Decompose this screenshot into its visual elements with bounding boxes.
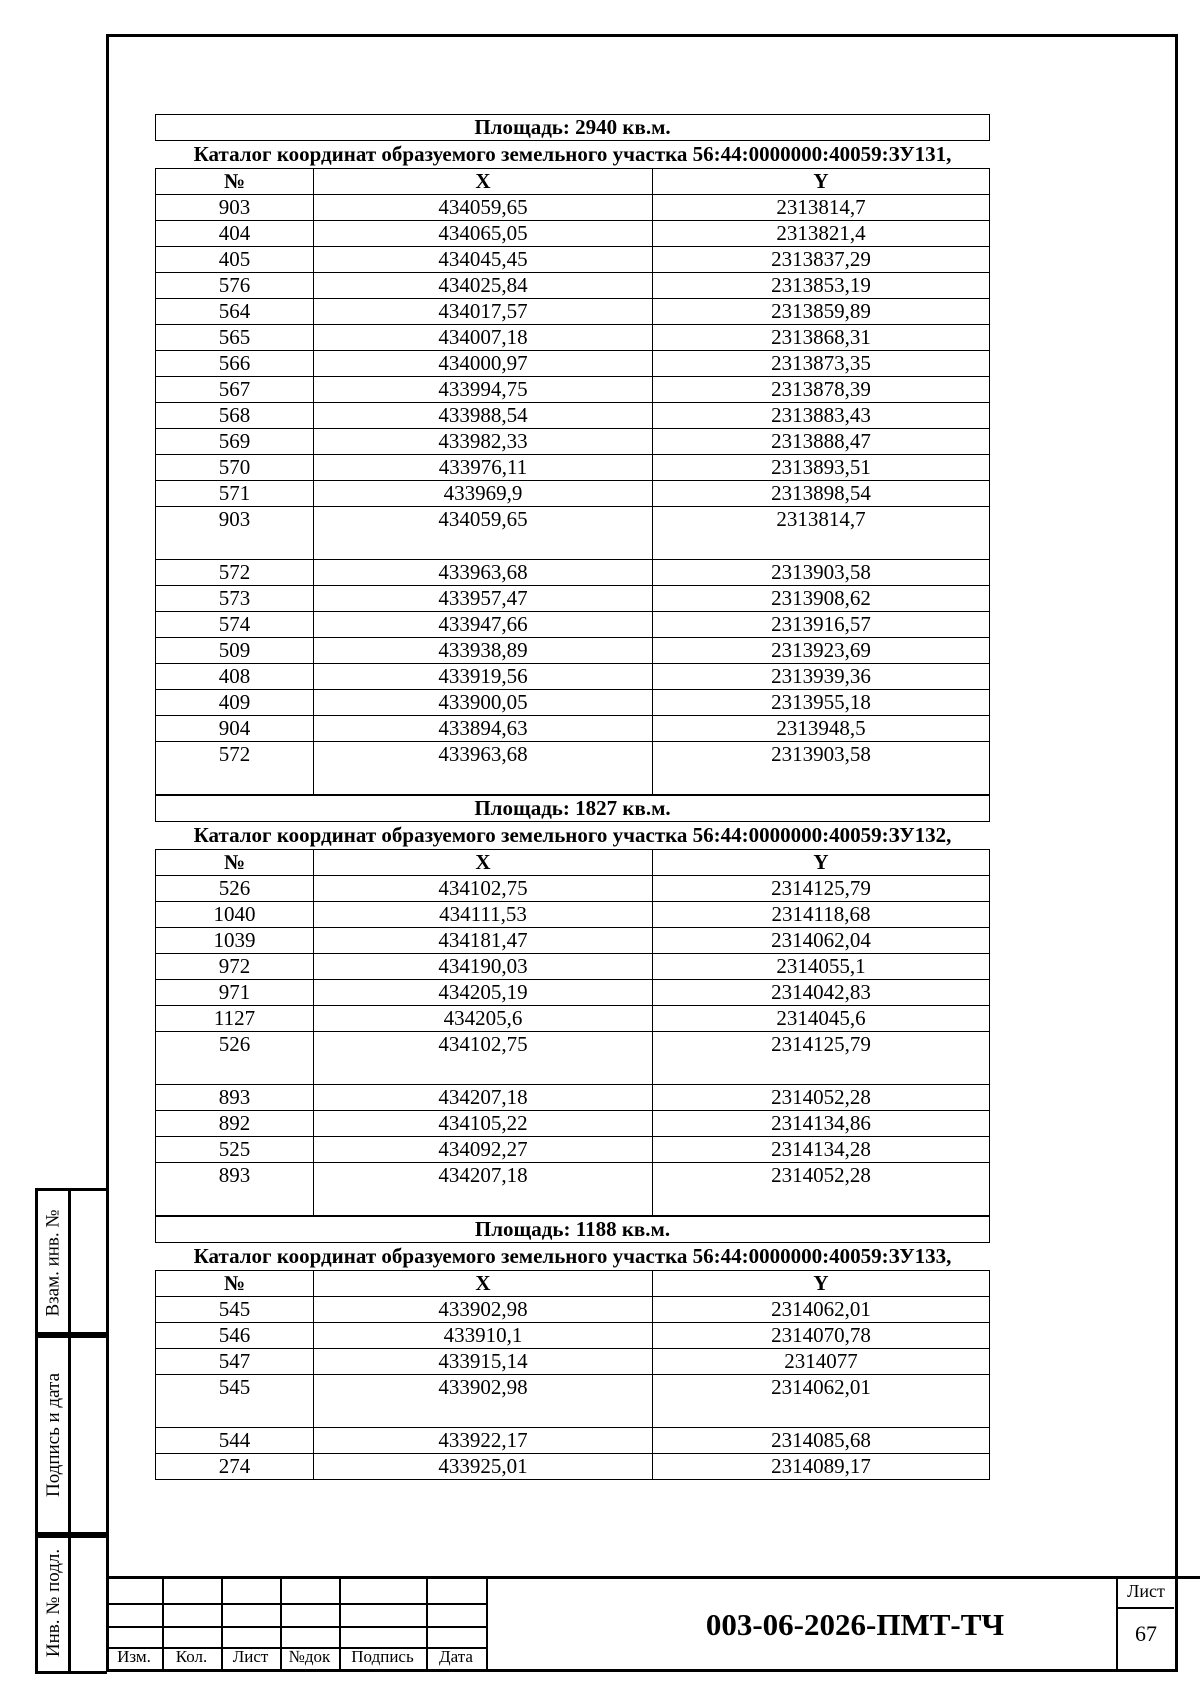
point-number-cell: 971: [156, 980, 314, 1006]
x-coordinate-cell: 433922,17: [314, 1428, 653, 1454]
point-number-cell: 568: [156, 403, 314, 429]
y-coordinate-cell: 2313923,69: [653, 638, 990, 664]
point-number-cell: 545: [156, 1297, 314, 1323]
x-coordinate-cell: 433894,63: [314, 716, 653, 742]
x-coordinate-cell: 434190,03: [314, 954, 653, 980]
x-coordinate-cell: 433900,05: [314, 690, 653, 716]
table-row: [156, 638, 990, 664]
point-number-cell: 972: [156, 954, 314, 980]
table-row: [156, 560, 990, 586]
y-coordinate-cell: 2313898,54: [653, 481, 990, 507]
table-row: [156, 507, 990, 560]
column-header: №: [156, 169, 314, 195]
y-coordinate-cell: 2313853,19: [653, 273, 990, 299]
point-number-cell: 566: [156, 351, 314, 377]
point-number-cell: 544: [156, 1428, 314, 1454]
table-row: [156, 273, 990, 299]
stamp-label-data: Дата: [439, 1647, 473, 1666]
point-number-cell: 567: [156, 377, 314, 403]
side-box-podpis: [35, 1332, 107, 1538]
x-coordinate-cell: 433919,56: [314, 664, 653, 690]
coordinate-table: [155, 1270, 990, 1480]
x-coordinate-cell: 433963,68: [314, 742, 653, 795]
y-coordinate-cell: 2314125,79: [653, 876, 990, 902]
x-coordinate-cell: 433957,47: [314, 586, 653, 612]
stamp-label-izm: Изм.: [117, 1647, 151, 1666]
stamp-label-kol: Кол.: [175, 1647, 208, 1666]
y-coordinate-cell: 2314089,17: [653, 1454, 990, 1480]
x-coordinate-cell: 434205,6: [314, 1006, 653, 1032]
x-coordinate-cell: 434205,19: [314, 980, 653, 1006]
area-label: Площадь: 2940 кв.м.: [155, 114, 990, 141]
y-coordinate-cell: 2314042,83: [653, 980, 990, 1006]
table-row: [156, 1323, 990, 1349]
y-coordinate-cell: 2313955,18: [653, 690, 990, 716]
table-row: [156, 1137, 990, 1163]
y-coordinate-cell: 2313948,5: [653, 716, 990, 742]
point-number-cell: 525: [156, 1137, 314, 1163]
point-number-cell: 408: [156, 664, 314, 690]
x-coordinate-cell: 434181,47: [314, 928, 653, 954]
table-row: [156, 980, 990, 1006]
point-number-cell: 405: [156, 247, 314, 273]
table-row: [156, 221, 990, 247]
side-box-inv: [35, 1532, 107, 1674]
point-number-cell: 574: [156, 612, 314, 638]
x-coordinate-cell: 433988,54: [314, 403, 653, 429]
x-coordinate-cell: 433947,66: [314, 612, 653, 638]
point-number-cell: 904: [156, 716, 314, 742]
sheet-box: [1116, 1576, 1174, 1671]
column-header: Y: [653, 169, 990, 195]
coordinate-table: [155, 849, 990, 1216]
x-coordinate-cell: 434105,22: [314, 1111, 653, 1137]
y-coordinate-cell: 2313939,36: [653, 664, 990, 690]
column-header: X: [314, 850, 653, 876]
x-coordinate-cell: 434059,65: [314, 195, 653, 221]
table-row: [156, 325, 990, 351]
stamp-label-ndok: №док: [288, 1647, 331, 1666]
point-number-cell: 572: [156, 742, 314, 795]
point-number-cell: 565: [156, 325, 314, 351]
y-coordinate-cell: 2313814,7: [653, 507, 990, 560]
x-coordinate-cell: 434025,84: [314, 273, 653, 299]
point-number-cell: 547: [156, 1349, 314, 1375]
table-row: [156, 716, 990, 742]
point-number-cell: 564: [156, 299, 314, 325]
y-coordinate-cell: 2314062,04: [653, 928, 990, 954]
table-row: [156, 612, 990, 638]
point-number-cell: 572: [156, 560, 314, 586]
x-coordinate-cell: 433902,98: [314, 1297, 653, 1323]
y-coordinate-cell: 2314125,79: [653, 1032, 990, 1085]
table-row: [156, 481, 990, 507]
catalog-title: Каталог координат образуемого земельного участка 56:44:0000000:40059:ЗУ132,: [193, 823, 952, 847]
y-coordinate-cell: 2314052,28: [653, 1163, 990, 1216]
x-coordinate-cell: 434092,27: [314, 1137, 653, 1163]
point-number-cell: 409: [156, 690, 314, 716]
area-label: Площадь: 1827 кв.м.: [155, 795, 990, 822]
side-label-vzam: Взам. инв. №: [43, 1209, 65, 1317]
point-number-cell: 1040: [156, 902, 314, 928]
y-coordinate-cell: 2314134,86: [653, 1111, 990, 1137]
point-number-cell: 526: [156, 876, 314, 902]
x-coordinate-cell: 433910,1: [314, 1323, 653, 1349]
y-coordinate-cell: 2313908,62: [653, 586, 990, 612]
table-row: [156, 1297, 990, 1323]
x-coordinate-cell: 434111,53: [314, 902, 653, 928]
side-box-vzam: [35, 1188, 107, 1338]
point-number-cell: 576: [156, 273, 314, 299]
coordinate-catalog: [155, 114, 990, 1480]
sheet-number: 67: [1135, 1621, 1157, 1646]
table-row: [156, 928, 990, 954]
y-coordinate-cell: 2313859,89: [653, 299, 990, 325]
y-coordinate-cell: 2314055,1: [653, 954, 990, 980]
table-row: [156, 377, 990, 403]
x-coordinate-cell: 434065,05: [314, 221, 653, 247]
y-coordinate-cell: 2314077: [653, 1349, 990, 1375]
x-coordinate-cell: 433976,11: [314, 455, 653, 481]
stamp-label-list: Лист: [232, 1647, 269, 1666]
side-label-podpis: Подпись и дата: [43, 1372, 64, 1498]
point-number-cell: 569: [156, 429, 314, 455]
table-row: [156, 403, 990, 429]
table-row: [156, 455, 990, 481]
point-number-cell: 1127: [156, 1006, 314, 1032]
table-row: [156, 902, 990, 928]
y-coordinate-cell: 2313814,7: [653, 195, 990, 221]
x-coordinate-cell: 433969,9: [314, 481, 653, 507]
table-row: [156, 1375, 990, 1428]
y-coordinate-cell: 2313903,58: [653, 560, 990, 586]
y-coordinate-cell: 2313883,43: [653, 403, 990, 429]
table-row: [156, 351, 990, 377]
x-coordinate-cell: 433963,68: [314, 560, 653, 586]
x-coordinate-cell: 433994,75: [314, 377, 653, 403]
point-number-cell: 509: [156, 638, 314, 664]
y-coordinate-cell: 2314070,78: [653, 1323, 990, 1349]
x-coordinate-cell: 433915,14: [314, 1349, 653, 1375]
column-header: X: [314, 169, 653, 195]
table-row: [156, 664, 990, 690]
table-row: [156, 1085, 990, 1111]
y-coordinate-cell: 2313837,29: [653, 247, 990, 273]
catalog-title: Каталог координат образуемого земельного участка 56:44:0000000:40059:ЗУ133,: [193, 1244, 952, 1268]
y-coordinate-cell: 2313903,58: [653, 742, 990, 795]
side-label-inv: Инв. № подл.: [43, 1548, 65, 1658]
y-coordinate-cell: 2314062,01: [653, 1375, 990, 1428]
table-header-row: [156, 169, 990, 195]
table-row: [156, 429, 990, 455]
point-number-cell: 526: [156, 1032, 314, 1085]
x-coordinate-cell: 433925,01: [314, 1454, 653, 1480]
y-coordinate-cell: 2314062,01: [653, 1297, 990, 1323]
table-row: [156, 1454, 990, 1480]
table-row: [156, 1428, 990, 1454]
table-row: [156, 586, 990, 612]
x-coordinate-cell: 434017,57: [314, 299, 653, 325]
table-row: [156, 1032, 990, 1085]
x-coordinate-cell: 434059,65: [314, 507, 653, 560]
title-block: [106, 1576, 1175, 1668]
point-number-cell: 573: [156, 586, 314, 612]
y-coordinate-cell: 2314045,6: [653, 1006, 990, 1032]
x-coordinate-cell: 434045,45: [314, 247, 653, 273]
y-coordinate-cell: 2313821,4: [653, 221, 990, 247]
x-coordinate-cell: 434102,75: [314, 1032, 653, 1085]
x-coordinate-cell: 434000,97: [314, 351, 653, 377]
column-header: №: [156, 850, 314, 876]
table-row: [156, 954, 990, 980]
point-number-cell: 893: [156, 1085, 314, 1111]
catalog-title: Каталог координат образуемого земельного участка 56:44:0000000:40059:ЗУ131,: [193, 142, 952, 166]
y-coordinate-cell: 2313878,39: [653, 377, 990, 403]
table-row: [156, 195, 990, 221]
x-coordinate-cell: 434207,18: [314, 1085, 653, 1111]
table-row: [156, 1111, 990, 1137]
y-coordinate-cell: 2313888,47: [653, 429, 990, 455]
point-number-cell: 274: [156, 1454, 314, 1480]
table-header-row: [156, 1271, 990, 1297]
column-header: Y: [653, 850, 990, 876]
table-row: [156, 299, 990, 325]
y-coordinate-cell: 2313873,35: [653, 351, 990, 377]
coordinate-table: [155, 168, 990, 795]
document-code: 003-06-2026-ПМТ-ТЧ: [486, 1576, 1200, 1671]
table-row: [156, 876, 990, 902]
area-label: Площадь: 1188 кв.м.: [155, 1216, 990, 1243]
table-row: [156, 690, 990, 716]
point-number-cell: 903: [156, 507, 314, 560]
point-number-cell: 546: [156, 1323, 314, 1349]
y-coordinate-cell: 2313893,51: [653, 455, 990, 481]
table-row: [156, 742, 990, 795]
x-coordinate-cell: 433982,33: [314, 429, 653, 455]
point-number-cell: 571: [156, 481, 314, 507]
column-header: №: [156, 1271, 314, 1297]
point-number-cell: 1039: [156, 928, 314, 954]
y-coordinate-cell: 2314118,68: [653, 902, 990, 928]
y-coordinate-cell: 2314085,68: [653, 1428, 990, 1454]
table-row: [156, 247, 990, 273]
point-number-cell: 903: [156, 195, 314, 221]
point-number-cell: 570: [156, 455, 314, 481]
table-row: [156, 1349, 990, 1375]
stamp-label-podpis: Подпись: [351, 1647, 414, 1666]
x-coordinate-cell: 433938,89: [314, 638, 653, 664]
x-coordinate-cell: 434207,18: [314, 1163, 653, 1216]
x-coordinate-cell: 434102,75: [314, 876, 653, 902]
table-header-row: [156, 850, 990, 876]
table-row: [156, 1006, 990, 1032]
point-number-cell: 892: [156, 1111, 314, 1137]
column-header: X: [314, 1271, 653, 1297]
x-coordinate-cell: 433902,98: [314, 1375, 653, 1428]
x-coordinate-cell: 434007,18: [314, 325, 653, 351]
point-number-cell: 893: [156, 1163, 314, 1216]
y-coordinate-cell: 2314052,28: [653, 1085, 990, 1111]
column-header: Y: [653, 1271, 990, 1297]
point-number-cell: 404: [156, 221, 314, 247]
table-row: [156, 1163, 990, 1216]
point-number-cell: 545: [156, 1375, 314, 1428]
y-coordinate-cell: 2314134,28: [653, 1137, 990, 1163]
y-coordinate-cell: 2313916,57: [653, 612, 990, 638]
y-coordinate-cell: 2313868,31: [653, 325, 990, 351]
sheet-label: Лист: [1127, 1581, 1165, 1601]
